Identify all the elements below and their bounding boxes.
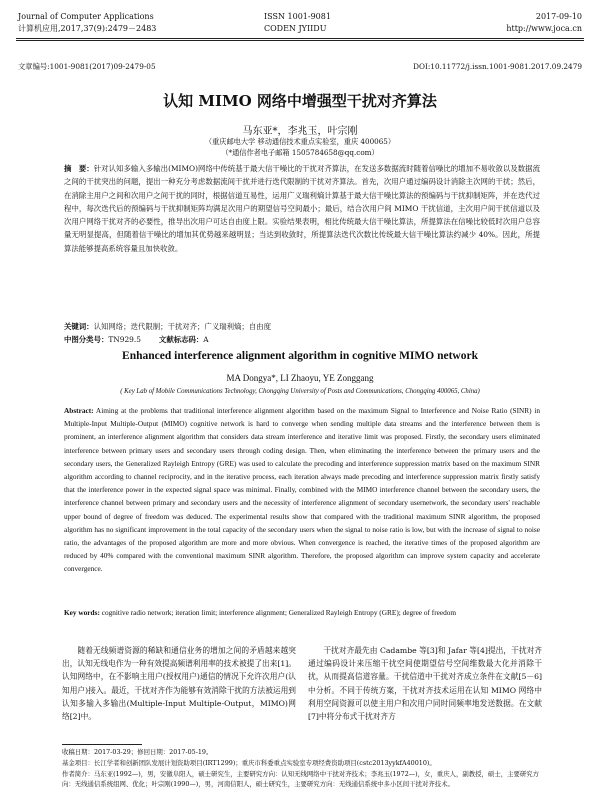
header-url: http://www.joca.cn <box>506 24 582 33</box>
header-rule-1 <box>16 38 584 39</box>
chinese-abstract-label: 摘 要： <box>64 164 94 173</box>
body-column-left: 随着无线频谱资源的稀缺和通信业务的增加之间的矛盾越来越突出，认知无线电作为一种有效提高频谱利用率的技术被提了出来[1]。认知网络中，在不影响主用户(授权用户)通信的情况下允许次用户(认知用户)接入。最近，干扰对齐作为能够有效消除干扰的方法被运用到认知多输入多输出(Multiple-Input Multiple-Output，MIMO)网络[2]中。 <box>62 646 296 722</box>
chinese-keywords-label: 关键词： <box>64 322 94 331</box>
doc-code: A <box>203 335 209 344</box>
footnote-funding: 基金项目：长江学者和创新团队发展计划资助项目(IRT1299)；重庆市科委重点实验室专项经费资助项目(cstc2013yykfA40010)。 <box>62 759 436 767</box>
chinese-affiliation: （重庆邮电大学 移动通信技术重点实验室，重庆 400065） <box>204 137 396 146</box>
clc-number: TN929.5 <box>108 335 141 344</box>
english-authors: MA Dongya*, LI Zhaoyu, YE Zonggang <box>226 373 374 383</box>
english-keywords-text: cognitive radio network; iteration limit; interference alignment; Generalized Rayleigh Entropy (GRE); degree of freedom <box>101 608 457 617</box>
chinese-keywords <box>64 320 540 333</box>
header-rule-2 <box>16 40 584 41</box>
header-journal-cn: 计算机应用,2017,37(9):2479－2483 <box>18 24 157 33</box>
english-abstract-label: Abstract: <box>64 406 94 415</box>
clc-label: 中图分类号： <box>64 335 109 344</box>
chinese-abstract-text: 针对认知多输入多输出(MIMO)网络中传统基于最大信干噪比的干扰对齐算法，在发送多数据流时随着信噪比的增加不易收敛以及数据流之间的干扰突出的问题，提出一种充分考虑数据流间干扰并进行迭代限制的干扰对齐算法。首先，次用户通过编码设计消除主次网的干扰；然后，在消除主用户之间和次用户之间干扰的同时，根据信道互易性，运用广义瑞利熵计算基于最大信干噪比算法的预编码与干扰抑制矩阵，并在迭代过程中，每次迭代后的预编码与干扰抑制矩阵均满足次用户的期望信号空间最小；最后，结合次用户间 MIMO 干扰信道，主次用户间干扰信道以及次用户网络干扰对齐的必要性，推导出次用户可达自由度上限。实验结果表明，相比传统最大信干噪比算法，所提算法在信噪比较低时次用户总容量无明显提高，但随着信干噪比的增加其优势越来越明显；当达到收敛时，所提算法迭代次数比传统最大信干噪比算法约减少 40%。因此，所提算法能够提高系统容量且加快收敛。 <box>64 164 540 253</box>
header-issn: ISSN 1001-9081 <box>264 12 331 21</box>
header-journal-en: Journal of Computer Applications <box>18 12 154 21</box>
classification-line <box>64 333 209 346</box>
article-number: 文章编号:1001-9081(2017)09-2479-05 <box>18 62 156 71</box>
footnote-bio: 作者简介：马东亚(1992—)，男，安徽阜阳人，硕士研究生，主要研究方向：认知无线网络中干扰对齐技术；李兆玉(1972—)，女，重庆人，副教授，硕士，主要研究方向：无线通信系统组网、优化；叶宗刚(1990—)，男，河南信阳人，硕士研究生，主要研究方向：无线通信系统中多小区间干扰对齐技术。 <box>62 770 540 788</box>
body-column-right: 干扰对齐最先由 Cadambe 等[3]和 Jafar 等[4]提出，干扰对齐通过编码设计来压缩干扰空间使期望信号空间维数最大化并消除干扰，从而提高信道容量。干扰信道中干扰对齐成立条件在文献[5－6]中分析。不同于传统方案，干扰对齐技术运用在认知 MIMO 网络中利用空间资源可以使主用户和次用户同时同频率地发送数据。在文献[7]中将分布式干扰对齐方 <box>308 646 542 722</box>
chinese-keywords-text: 认知网络；迭代限制；干扰对齐；广义瑞利熵；自由度 <box>93 322 271 331</box>
chinese-title: 认知 MIMO 网络中增强型干扰对齐算法 <box>163 92 437 110</box>
chinese-authors: 马东亚*，李兆玉，叶宗刚 <box>242 126 358 137</box>
chinese-abstract <box>64 162 540 318</box>
english-keywords-label: Key words: <box>64 608 100 617</box>
doi: DOI:10.11772/j.issn.1001-9081.2017.09.2479 <box>413 62 582 71</box>
correspondence-email: （*通信作者电子邮箱 1505784658@qq.com） <box>221 148 379 157</box>
doc-code-label: 文献标志码： <box>158 335 204 344</box>
header-coden: CODEN JYIIDU <box>264 24 327 33</box>
english-abstract <box>64 404 540 616</box>
footnote-received: 收稿日期：2017-03-29；修回日期：2017-05-19。 <box>62 748 213 756</box>
header-date: 2017-09-10 <box>535 12 582 21</box>
english-keywords <box>64 606 540 634</box>
english-affiliation: ( Key Lab of Mobile Communications Technology, Chongqing University of Posts and Communications, Chongqing 400065, China) <box>120 388 480 395</box>
english-title: Enhanced interference alignment algorithm in cognitive MIMO network <box>122 350 478 362</box>
english-abstract-text: Aiming at the problems that traditional interference alignment algorithm based on the maximum Signal to Interference and Noise Ratio (SINR) in Multiple-Input Multiple-Output (MIMO) cognitive network is hard to converge when sending multiple data streams and the interference between them is prominent, an interference alignment algorithm that considers data stream interference and iterative limit was proposed. Firstly, the secondary users eliminated interference between primary users and secondary users through coding design. Then, when eliminating the interference between the primary users and the secondary users, the Generalized Rayleigh Entropy (GRE) was used to calculate the precoding and interference suppression matrix based on the maximum SINR algorithm according to channel reciprocity, and in the iterative process, each iteration always made precoding and interference suppression matrix firstly satisfy that the interference power in the expected signal space was minimal. Finally, combined with the MIMO interference channel between the secondary users, the interference channel between primary and secondary users and the necessity of interference alignment of secondary usernetwork, the secondary users' reachable upper bound of degree of freedom was deduced. The experimental results show that compared with the traditional maximum SINR algorithm, the proposed algorithm has no significant improvement in the total capacity of the secondary users when the signal to noise ratio is low, but with the increase of signal to noise ratio, the advantages of the proposed algorithm are more and more obvious. When convergence is reached, the iterative times of the proposed algorithm are reduced by 40% compared with the conventional maximum SINR algorithm. Therefore, the proposed algorithm can improve system capacity and accelerate convergence. <box>64 406 540 574</box>
footnote-rule <box>62 744 142 745</box>
